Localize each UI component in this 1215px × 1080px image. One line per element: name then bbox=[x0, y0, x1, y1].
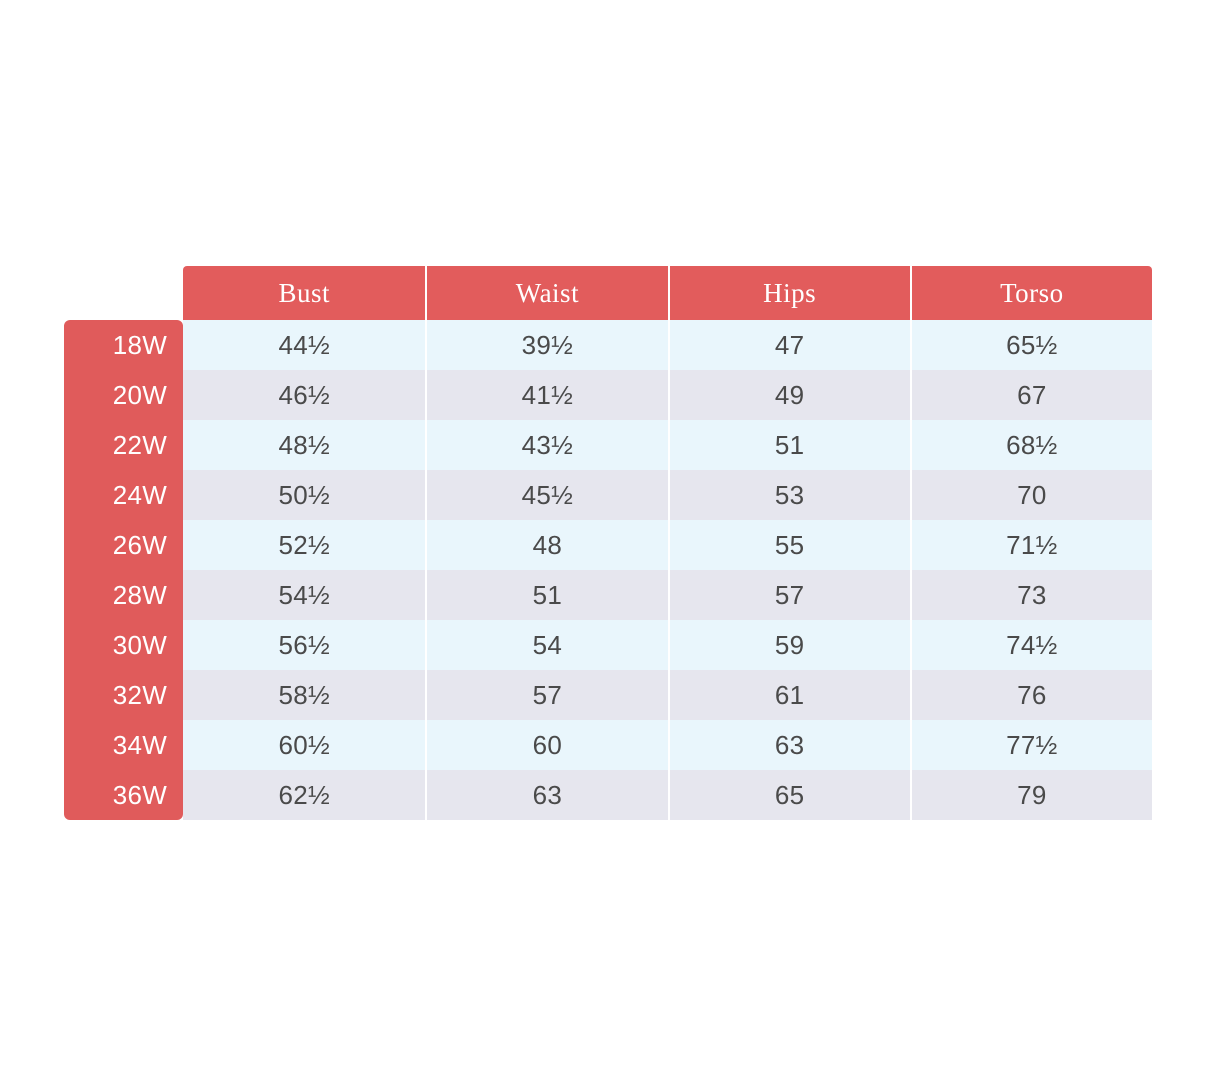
cell-bust: 52½ bbox=[183, 520, 425, 570]
row-label-size: 30W bbox=[64, 620, 183, 670]
cell-hips: 65 bbox=[668, 770, 910, 820]
row-label-size: 28W bbox=[64, 570, 183, 620]
cell-torso: 67 bbox=[910, 370, 1152, 420]
cell-hips: 63 bbox=[668, 720, 910, 770]
cell-waist: 60 bbox=[425, 720, 667, 770]
measurements-table bbox=[64, 266, 1152, 820]
cell-waist: 54 bbox=[425, 620, 667, 670]
cell-bust: 60½ bbox=[183, 720, 425, 770]
row-label-size: 18W bbox=[64, 320, 183, 370]
cell-hips: 57 bbox=[668, 570, 910, 620]
cell-waist: 43½ bbox=[425, 420, 667, 470]
cell-bust: 56½ bbox=[183, 620, 425, 670]
column-header-waist: Waist bbox=[425, 266, 667, 320]
cell-waist: 63 bbox=[425, 770, 667, 820]
row-label-size: 34W bbox=[64, 720, 183, 770]
cell-torso: 79 bbox=[910, 770, 1152, 820]
table-row bbox=[64, 620, 1152, 670]
table-row bbox=[64, 670, 1152, 720]
cell-torso: 68½ bbox=[910, 420, 1152, 470]
cell-bust: 48½ bbox=[183, 420, 425, 470]
cell-bust: 62½ bbox=[183, 770, 425, 820]
row-label-size: 22W bbox=[64, 420, 183, 470]
row-label-size: 26W bbox=[64, 520, 183, 570]
cell-waist: 39½ bbox=[425, 320, 667, 370]
table-row bbox=[64, 570, 1152, 620]
table-row bbox=[64, 520, 1152, 570]
cell-hips: 55 bbox=[668, 520, 910, 570]
table-row bbox=[64, 470, 1152, 520]
column-header-torso: Torso bbox=[910, 266, 1152, 320]
table-row bbox=[64, 720, 1152, 770]
cell-waist: 51 bbox=[425, 570, 667, 620]
cell-hips: 49 bbox=[668, 370, 910, 420]
header-row bbox=[64, 266, 1152, 320]
cell-waist: 48 bbox=[425, 520, 667, 570]
row-label-size: 32W bbox=[64, 670, 183, 720]
cell-bust: 58½ bbox=[183, 670, 425, 720]
cell-hips: 51 bbox=[668, 420, 910, 470]
table-row bbox=[64, 370, 1152, 420]
row-label-size: 20W bbox=[64, 370, 183, 420]
cell-waist: 57 bbox=[425, 670, 667, 720]
row-label-size: 24W bbox=[64, 470, 183, 520]
size-chart bbox=[64, 266, 1152, 820]
row-label-size: 36W bbox=[64, 770, 183, 820]
table-row bbox=[64, 770, 1152, 820]
cell-torso: 71½ bbox=[910, 520, 1152, 570]
cell-torso: 77½ bbox=[910, 720, 1152, 770]
cell-waist: 45½ bbox=[425, 470, 667, 520]
cell-torso: 74½ bbox=[910, 620, 1152, 670]
table-row bbox=[64, 420, 1152, 470]
table-body bbox=[64, 320, 1152, 820]
table-row bbox=[64, 320, 1152, 370]
table-header bbox=[64, 266, 1152, 320]
cell-hips: 61 bbox=[668, 670, 910, 720]
corner-cell bbox=[64, 266, 183, 320]
column-header-hips: Hips bbox=[668, 266, 910, 320]
cell-hips: 53 bbox=[668, 470, 910, 520]
column-header-bust: Bust bbox=[183, 266, 425, 320]
cell-bust: 46½ bbox=[183, 370, 425, 420]
cell-waist: 41½ bbox=[425, 370, 667, 420]
cell-torso: 73 bbox=[910, 570, 1152, 620]
cell-bust: 44½ bbox=[183, 320, 425, 370]
cell-torso: 65½ bbox=[910, 320, 1152, 370]
cell-hips: 59 bbox=[668, 620, 910, 670]
cell-bust: 50½ bbox=[183, 470, 425, 520]
cell-bust: 54½ bbox=[183, 570, 425, 620]
cell-torso: 70 bbox=[910, 470, 1152, 520]
cell-torso: 76 bbox=[910, 670, 1152, 720]
cell-hips: 47 bbox=[668, 320, 910, 370]
